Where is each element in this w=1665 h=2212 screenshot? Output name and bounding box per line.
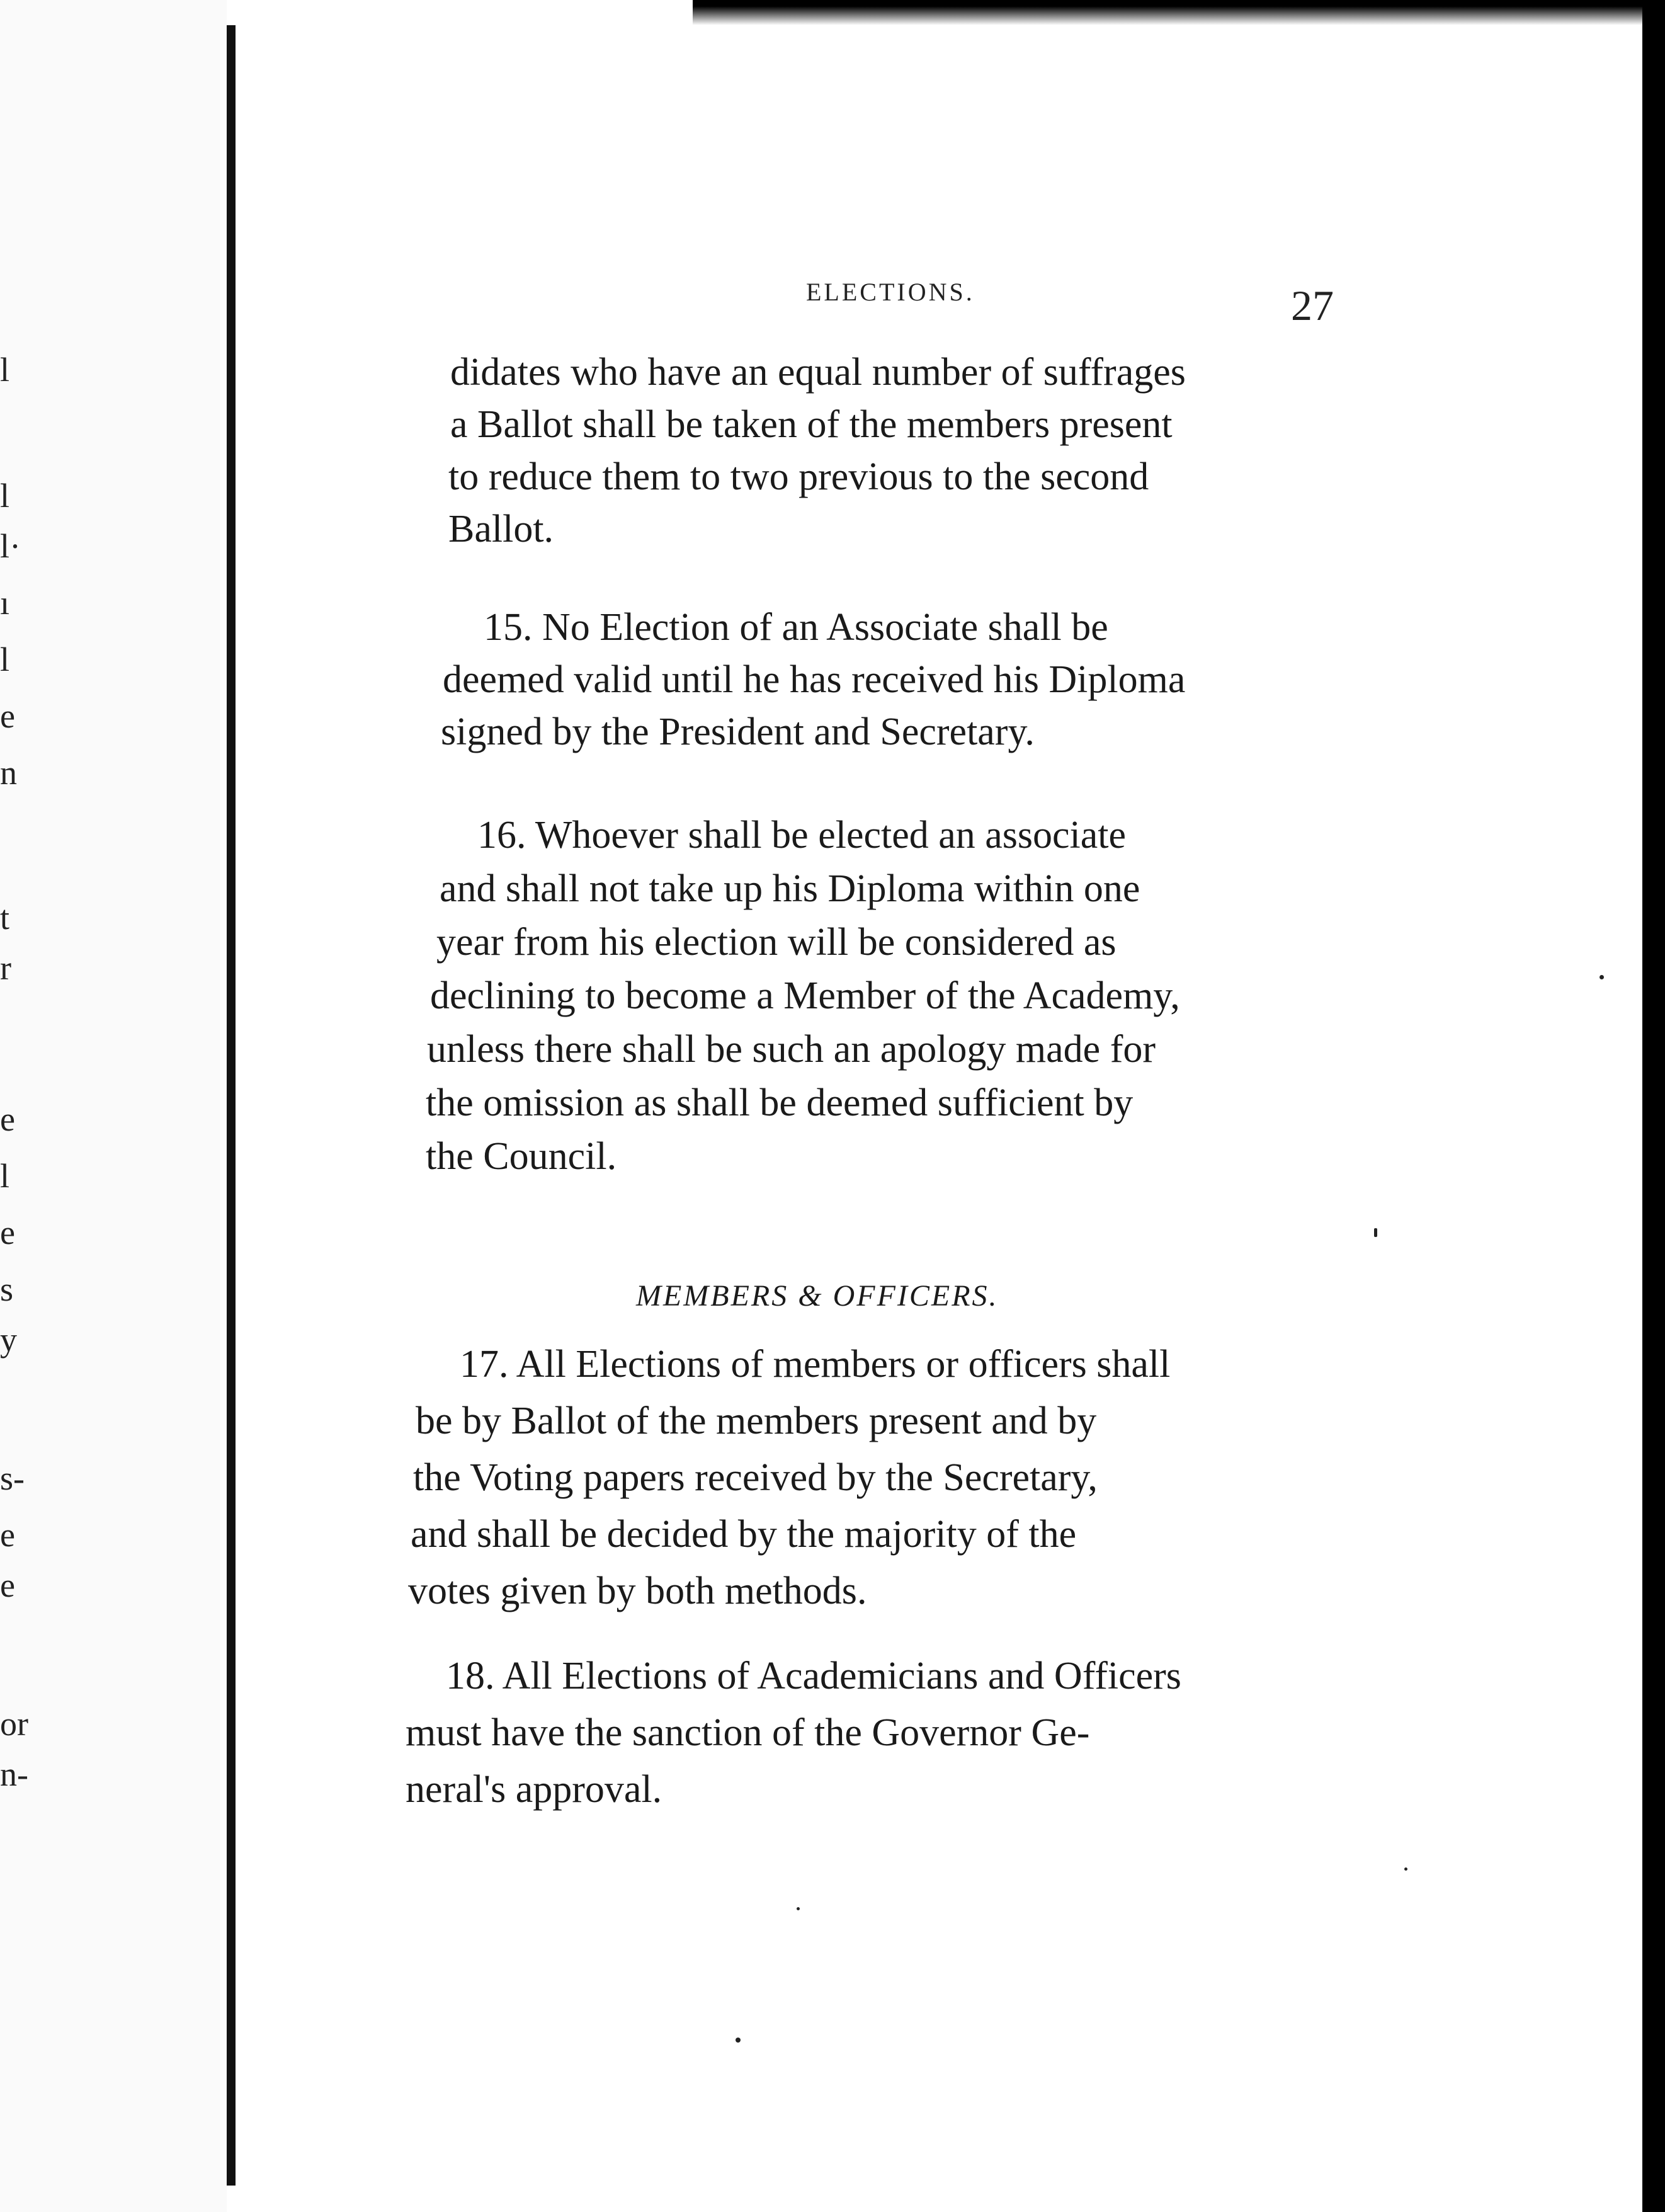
text-line: the Council. bbox=[426, 1135, 617, 1178]
facing-page-fragment: s- bbox=[0, 1459, 25, 1497]
facing-page-fragment: y bbox=[0, 1321, 17, 1359]
running-title: ELECTIONS. bbox=[806, 278, 975, 306]
text-line: to reduce them to two previous to the second bbox=[448, 455, 1149, 498]
text-line: didates who have an equal number of suffrages bbox=[450, 351, 1186, 394]
text-line: and shall not take up his Diploma within one bbox=[440, 867, 1140, 910]
text-line: a Ballot shall be taken of the members present bbox=[450, 403, 1173, 446]
scan-speck bbox=[797, 1907, 800, 1910]
facing-page-fragment: e bbox=[0, 1566, 15, 1604]
text-line: signed by the President and Secretary. bbox=[441, 710, 1035, 753]
facing-page-fragment: n bbox=[0, 754, 17, 792]
facing-page-fragment: s bbox=[0, 1270, 14, 1308]
facing-page-fragment: n- bbox=[0, 1755, 28, 1793]
text-line: Ballot. bbox=[448, 508, 554, 550]
text-line: the omission as shall be deemed sufficient by bbox=[426, 1081, 1134, 1124]
text-line: votes given by both methods. bbox=[408, 1570, 867, 1612]
text-line: unless there shall be such an apology made for bbox=[427, 1028, 1156, 1071]
text-line: 16. Whoever shall be elected an associate bbox=[477, 814, 1127, 857]
facing-page-fragment: ı bbox=[0, 584, 10, 622]
text-line: and shall be decided by the majority of the bbox=[411, 1513, 1077, 1556]
facing-page-fragment: l· bbox=[0, 527, 21, 565]
facing-page-fragment: t bbox=[0, 899, 10, 937]
text-line: deemed valid until he has received his Diploma bbox=[443, 658, 1186, 701]
facing-page-edge bbox=[0, 0, 227, 2212]
section-heading: MEMBERS & OFFICERS. bbox=[636, 1279, 999, 1313]
facing-page-fragment: e bbox=[0, 697, 15, 735]
text-line: the Voting papers received by the Secretary, bbox=[413, 1456, 1098, 1499]
scan-speck bbox=[1404, 1867, 1407, 1871]
text-line: neral's approval. bbox=[406, 1768, 662, 1811]
text-line: declining to become a Member of the Academy, bbox=[430, 974, 1180, 1017]
facing-page-fragment: e bbox=[0, 1214, 15, 1251]
facing-page-fragment: l bbox=[0, 351, 10, 389]
text-line: 18. All Elections of Academicians and Officers bbox=[446, 1655, 1181, 1697]
page-number: 27 bbox=[1291, 282, 1334, 329]
facing-page-fragment: e bbox=[0, 1100, 15, 1138]
facing-page-fragment: r bbox=[0, 949, 11, 987]
facing-page-fragment: or bbox=[0, 1705, 28, 1743]
scan-right-edge bbox=[1642, 0, 1665, 2212]
text-line: be by Ballot of the members present and by bbox=[416, 1400, 1097, 1442]
text-line: must have the sanction of the Governor Ge- bbox=[406, 1711, 1090, 1754]
scan-speck bbox=[1600, 975, 1604, 979]
text-line: 17. All Elections of members or officers shall bbox=[460, 1343, 1171, 1386]
facing-page-fragment: e bbox=[0, 1516, 15, 1554]
text-line: year from his election will be considered as bbox=[436, 921, 1117, 964]
book-gutter bbox=[227, 25, 236, 2186]
text-line: 15. No Election of an Associate shall be bbox=[484, 606, 1108, 649]
scan-speck bbox=[1374, 1228, 1377, 1237]
scan-speck bbox=[736, 2038, 741, 2043]
facing-page-fragment: l bbox=[0, 477, 10, 515]
scan-top-edge bbox=[693, 0, 1665, 25]
facing-page-fragment: l bbox=[0, 641, 10, 678]
facing-page-fragment: l bbox=[0, 1157, 10, 1195]
